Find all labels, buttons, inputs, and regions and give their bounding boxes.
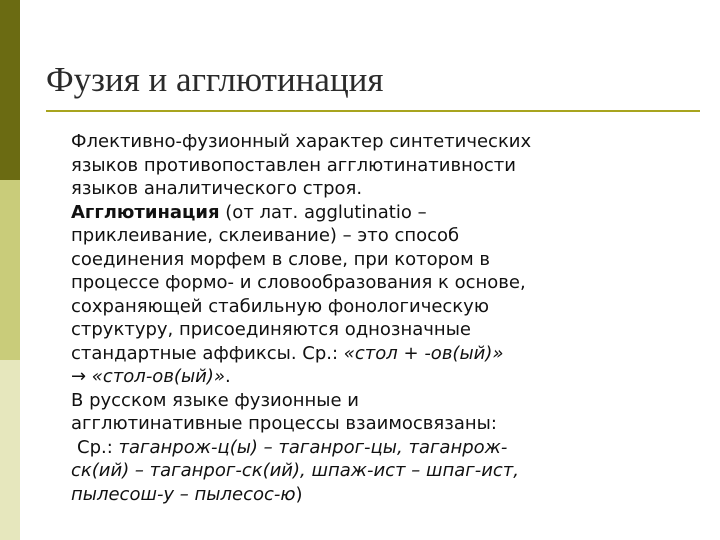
example-list: таганрож-ц(ы) – таганрог-цы, таганрож- — [118, 436, 508, 458]
text-line — [71, 436, 671, 460]
example-stol-ov: «стол + -ов(ый)» — [343, 342, 504, 364]
example-result-arrow: → «стол-ов(ый)» — [71, 366, 225, 387]
text-line: агглютинативные процессы взаимосвязаны: — [71, 413, 497, 434]
text-line: приклеивание, склеивание) – это способ — [71, 225, 460, 246]
text-line: языков аналитического строя. — [71, 178, 363, 199]
slide-title: Фузия и агглютинация — [46, 60, 384, 99]
slide-body — [71, 130, 671, 506]
text-line — [71, 201, 671, 225]
text-line: процессе формо- и словообразования к основе, — [71, 272, 526, 293]
text-fragment: (от лат. agglutinatio – — [219, 201, 427, 223]
text-line — [71, 483, 671, 507]
side-accent-bar-bottom — [0, 360, 20, 540]
title-underline — [46, 110, 700, 112]
example-list-line: пылесош-у – пылесос-ю — [71, 483, 296, 505]
text-line: структуру, присоединяются однозначные — [71, 319, 471, 340]
side-accent-bar-middle — [0, 180, 20, 360]
text-fragment: ) — [295, 483, 303, 505]
term-agglutination: Агглютинация — [71, 201, 220, 223]
example-list-line: ск(ий) – таганрог-ск(ий), шпаж-ист – шпаг-ист, — [71, 460, 519, 481]
text-line: В русском языке фузионные и — [71, 389, 359, 411]
text-fragment: . — [225, 366, 231, 387]
text-line: Флективно-фузионный характер синтетических — [71, 131, 532, 152]
text-line: сохраняющей стабильную фонологическую — [71, 295, 489, 317]
paragraph-agglutination — [71, 201, 671, 389]
text-line — [71, 365, 671, 389]
paragraph-fusion — [71, 130, 671, 201]
side-accent-bar-top — [0, 0, 20, 180]
text-line — [71, 342, 671, 366]
text-line: соединения морфем в слове, при котором в — [71, 248, 490, 270]
paragraph-russian-processes — [71, 389, 671, 507]
text-fragment: Ср.: — [77, 436, 119, 458]
text-fragment: стандартные аффиксы. Ср.: — [71, 342, 344, 364]
text-line: языков противопоставлен агглютинативности — [71, 154, 516, 176]
